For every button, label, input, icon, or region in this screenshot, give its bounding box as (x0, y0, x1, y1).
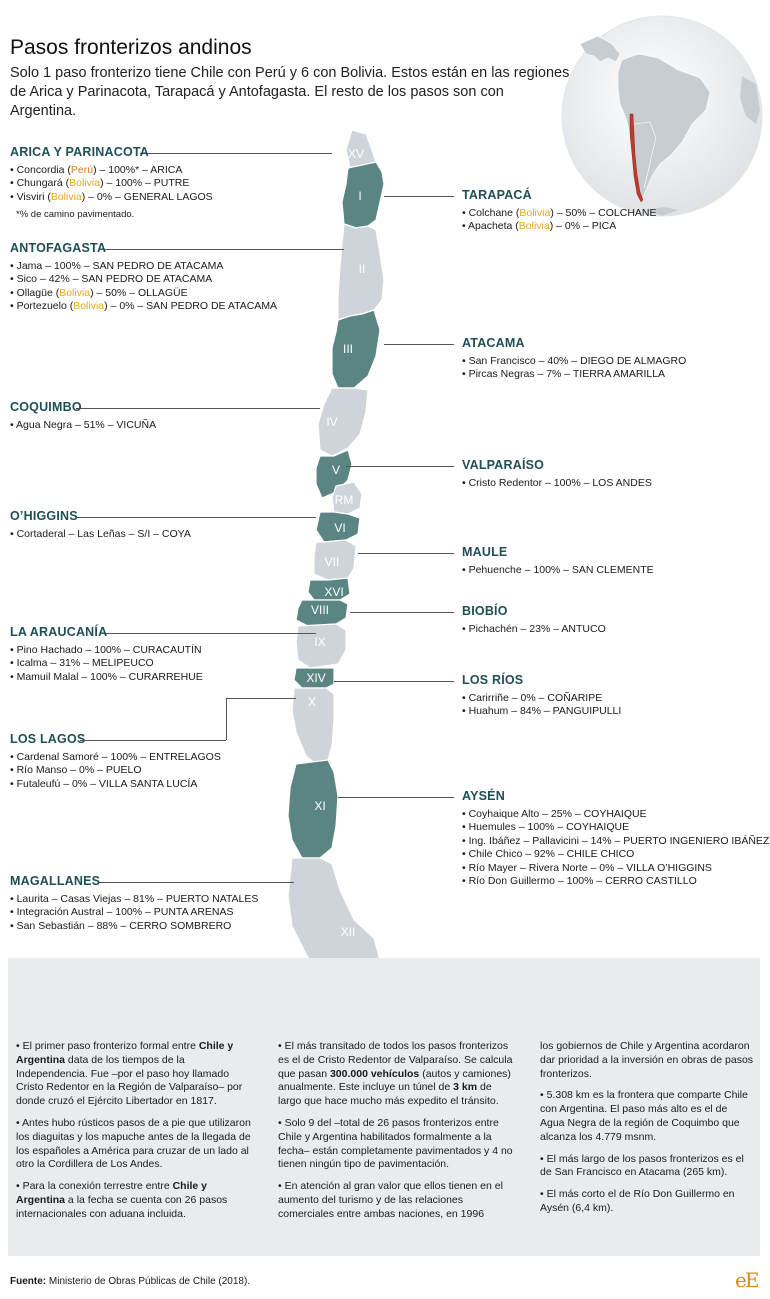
region-title: VALPARAÍSO (462, 458, 545, 472)
info-paragraph: • Antes hubo rústicos pasos de a pie que utilizaron los diaguitas y los mapuche antes de la llegada de los españoles a América para cruzar de un lado al otro la Cordillera de Los Andes. (16, 1116, 251, 1171)
pass-item: • Pino Hachado – 100% – CURACAUTÍN (10, 643, 202, 656)
info-paragraph: los gobiernos de Chile y Argentina acordaron dar prioridad a la inversión en obras de pasos fronterizos. (540, 1040, 754, 1080)
region-araucania (10, 626, 203, 684)
leader-maule (358, 553, 454, 554)
region-biobio (462, 605, 606, 636)
pass-item: • Pehuenche – 100% – SAN CLEMENTE (462, 563, 654, 576)
pass-item: • Huemules – 100% – COYHAIQUE (462, 821, 630, 833)
region-atacama (462, 337, 686, 382)
pass-item: • Colchane (Bolivia) – 50% – COLCHANE (462, 206, 657, 219)
map-label-vii: VII (324, 555, 340, 569)
map-label-xv: XV (347, 147, 365, 161)
region-title: O’HIGGINS (10, 509, 78, 523)
map-label-x: X (307, 695, 317, 709)
region-title: LOS LAGOS (10, 732, 86, 746)
map-label-i: I (358, 189, 362, 203)
region-shape-i (342, 162, 384, 228)
chile-regions-map (280, 120, 410, 1030)
pass-item: • Agua Negra – 51% – VICUÑA (10, 418, 157, 431)
pass-item: • Integración Austral – 100% – PUNTA ARENAS (10, 906, 234, 918)
region-aysen (462, 790, 769, 889)
pass-item: • Laurita – Casas Viejas – 81% – PUERTO NATALES (10, 892, 259, 905)
map-label-v: V (331, 463, 341, 477)
map-label-iv: IV (326, 415, 338, 429)
region-title: BIOBÍO (462, 604, 508, 618)
country-peru: Perú (70, 163, 94, 176)
region-title: ATACAMA (462, 336, 525, 350)
map-label-viii: VIII (310, 603, 330, 617)
region-maule (462, 546, 654, 577)
region-title: TARAPACÁ (462, 188, 532, 202)
pass-item: • Coyhaique Alto – 25% – COYHAIQUE (462, 807, 647, 820)
region-ohiggins (10, 510, 191, 541)
region-title: MAULE (462, 545, 508, 559)
region-valparaiso (462, 459, 652, 490)
region-shape-iii (332, 310, 380, 388)
country-bolivia: Bolivia (518, 220, 550, 232)
leader-losrios (334, 681, 454, 682)
info-paragraph: • Para la conexión terrestre entre Chile y Argentina a la fecha se cuenta con 26 pasos internacionales con aduana incluida. (16, 1180, 228, 1220)
leader-tarapaca (384, 196, 454, 197)
pass-item: • Icalma – 31% – MELIPEUCO (10, 657, 154, 669)
region-title: MAGALLANES (10, 874, 101, 888)
region-title: ARICA Y PARINACOTA (10, 145, 150, 159)
pass-item: • Portezuelo (Bolivia) – 0% – SAN PEDRO DE ATACAMA (10, 300, 278, 312)
country-bolivia: Bolivia (73, 300, 105, 312)
country-bolivia: Bolivia (519, 206, 551, 219)
country-bolivia: Bolivia (50, 190, 82, 203)
pass-item: • Visviri (Bolivia) – 0% – GENERAL LAGOS (10, 190, 213, 203)
info-paragraph: • El más largo de los pasos fronterizos es el de San Francisco en Atacama (265 km). (540, 1152, 744, 1179)
pass-item: • San Francisco – 40% – DIEGO DE ALMAGRO (462, 354, 687, 367)
region-arica (10, 146, 213, 222)
page-title: Pasos fronterizos andinos (10, 36, 252, 59)
pass-item: • Apacheta (Bolivia) – 0% – PICA (462, 220, 617, 232)
pass-item: • Chile Chico – 92% – CHILE CHICO (462, 848, 635, 860)
pass-item: • Futaleufú – 0% – VILLA SANTA LUCÍA (10, 777, 198, 790)
leader-atacama (384, 344, 454, 345)
info-paragraph: • 5.308 km es la frontera que comparte Chile con Argentina. El paso más alto es el de Agua Negra de la región de Coquimbo que alcanza los 4.779 msnm. (540, 1089, 748, 1143)
region-title: ANTOFAGASTA (10, 241, 107, 255)
pass-item: • Ollagüe (Bolivia) – 50% – OLLAGÜE (10, 286, 188, 299)
pass-item: • Chungará (Bolivia) – 100% – PUTRE (10, 177, 190, 189)
map-label-xi: XI (314, 799, 326, 813)
info-paragraph: • En atención al gran valor que ellos tienen en el aumento del turismo y de las relaciones comerciales entre ambas naciones, en 1996 (278, 1180, 503, 1220)
pass-item: • Concordia (Perú) – 100%* – ARICA (10, 163, 183, 176)
publisher-logo: eE (735, 1268, 758, 1292)
info-paragraph: • El primer paso fronterizo formal entre Chile y Argentina data de los tiempos de la Independencia. Fue –por el paso hoy llamado Cristo Redentor en la Región de Valparaíso– por donde cruzó el Ejército Libertador en 1817. (16, 1040, 243, 1108)
region-magallanes (10, 875, 258, 933)
map-label-ix: IX (314, 635, 326, 649)
region-title: LA ARAUCANÍA (10, 625, 108, 639)
region-coquimbo (10, 401, 156, 432)
footnote: *% de camino pavimentado. (16, 209, 135, 220)
pass-item: • Cortaderal – Las Leñas – S/I – COYA (10, 527, 191, 540)
info-column-3 (540, 1040, 754, 1224)
region-loslagos (10, 733, 221, 791)
country-bolivia: Bolivia (69, 177, 101, 189)
pass-item: • Jama – 100% – SAN PEDRO DE ATACAMA (10, 259, 224, 272)
leader-biobio (350, 612, 454, 613)
region-title: LOS RÍOS (462, 673, 524, 687)
pass-item: • Río Mayer – Rivera Norte – 0% – VILLA O’HIGGINS (462, 861, 712, 874)
pass-item: • Huahum – 84% – PANGUIPULLI (462, 705, 622, 717)
leader-loslagos-v (226, 698, 227, 740)
pass-item: • Río Manso – 0% – PUELO (10, 764, 142, 776)
page-subtitle: Solo 1 paso fronterizo tiene Chile con Perú y 6 con Bolivia. Estos están en las regiones de Arica y Parinacota, Tarapacá y Antofagasta. El resto de los pasos son con Argentina. (10, 65, 570, 119)
region-antofagasta (10, 242, 277, 314)
region-title: AYSÉN (462, 789, 505, 803)
pass-item: • Cardenal Samoré – 100% – ENTRELAGOS (10, 750, 221, 763)
pass-item: • San Sebastián – 88% – CERRO SOMBRERO (10, 919, 232, 932)
info-paragraph: • El más transitado de todos los pasos fronterizos es el de Cristo Redentor de Valparaíso. Se calcula que pasan 300.000 vehículos (autos y camiones) anualmente. Este incluye un túnel de 3 km de largo que hace mucho más expedito el tránsito. (278, 1040, 513, 1108)
info-column-2 (278, 1040, 516, 1230)
pass-item: • Mamuil Malal – 100% – CURARREHUE (10, 670, 203, 683)
leader-valparaiso (346, 466, 454, 467)
info-column-1 (16, 1040, 254, 1230)
region-title: COQUIMBO (10, 400, 82, 414)
pass-item: • Río Don Guillermo – 100% – CERRO CASTILLO (462, 875, 697, 887)
map-label-xii: XII (340, 925, 356, 939)
info-paragraph: • Solo 9 del –total de 26 pasos fronterizos entre Chile y Argentina habilitados formalmente a la fecha– están completamente pavimentados y 4 no tienen ningún tipo de pavimentación. (278, 1116, 513, 1171)
pass-item: • Pircas Negras – 7% – TIERRA AMARILLA (462, 368, 666, 380)
leader-loslagos-h2 (226, 698, 296, 699)
region-tarapaca (462, 189, 657, 234)
source-credit: Fuente: Ministerio de Obras Públicas de Chile (2018). (10, 1276, 251, 1287)
map-label-vi: VI (334, 521, 346, 535)
map-label-xiv: XIV (306, 671, 326, 685)
region-losrios (462, 674, 621, 719)
pass-item: • Carirriñe – 0% – COÑARIPE (462, 691, 603, 704)
leader-aysen (338, 797, 454, 798)
info-paragraph: • El más corto el de Río Don Guillermo en Aysén (6,4 km). (540, 1188, 735, 1214)
map-label-rm: RM (334, 493, 354, 507)
pass-item: • Sico – 42% – SAN PEDRO DE ATACAMA (10, 273, 213, 285)
region-shape-xi (288, 760, 338, 858)
pass-item: • Ing. Ibáñez – Pallavicini – 14% – PUERTO INGENIERO IBÁÑEZ (462, 834, 770, 847)
map-label-ii: II (358, 262, 366, 276)
map-label-iii: III (342, 342, 354, 356)
pass-item: • Pichachén – 23% – ANTUCO (462, 622, 606, 635)
pass-item: • Cristo Redentor – 100% – LOS ANDES (462, 476, 652, 489)
country-bolivia: Bolivia (59, 286, 91, 299)
map-label-xvi: XVI (324, 585, 344, 599)
